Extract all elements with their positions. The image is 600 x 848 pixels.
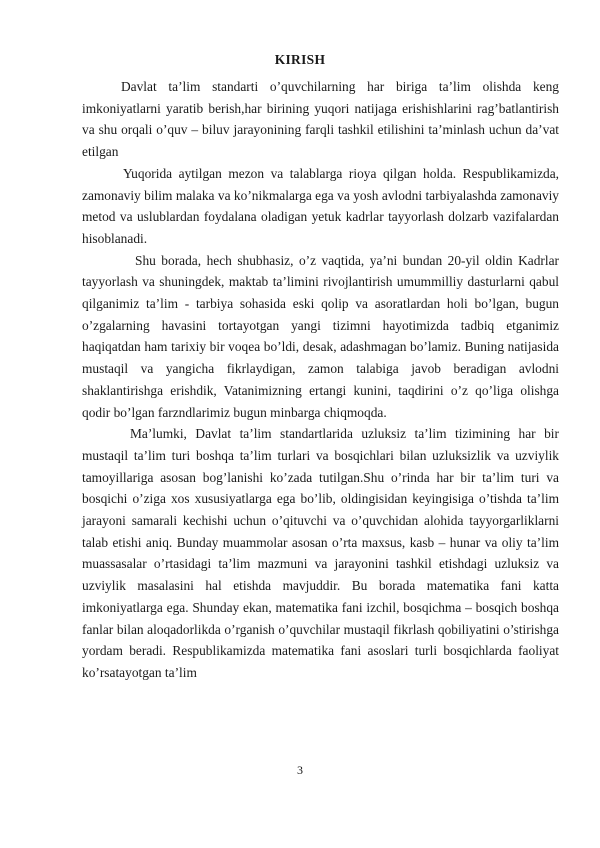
paragraph-2: Yuqorida aytilgan mezon va talablarga rioya qilgan holda. Respublikamizda, zamonaviy bilim malaka va ko’nikmalarga ega va yosh avlodni tarbiyalashda zamonaviy metod va uslublardan foydalana oladigan yetuk kadrlar tayyorlash dolzarb vazifalardan hisoblanadi. <box>82 165 559 246</box>
page-title: KIRISH <box>274 52 326 67</box>
paragraph-1: Davlat ta’lim standarti o’quvchilarning har biriga ta’lim olishda keng imkoniyatlarni yaratib berish,har birining yuqori natijaga erishishlarini rag’batlantirish va shu orqali o’quv – biluv jarayonining farqli tashkil etilishini ta’minlash uchun da’vat etilgan <box>82 79 559 160</box>
page-number: 3 <box>297 763 303 777</box>
paragraph-3: Shu borada, hech shubhasiz, o’z vaqtida, ya’ni bundan 20-yil oldin Kadrlar tayyorlash va shuningdek, maktab ta’limini rivojlantirish umummilliy dasturlarni qabul qilganimiz ta’lim - tarbiya sohasida eski qolip va asoratlardan holi bo’lgan, bugun o’zgalarning havasini tortayotgan yangi tizimni hayotimizda tadbiq etganimiz haqiqatdan ham tarixiy bir voqea bo’ldi, desak, adashmagan bo’lamiz. Buning natijasida mustaqil va yangicha fikrlaydigan, zamon talabiga javob beradigan avlodni shaklantirishga erishdik, Vatanimizning ertangi kunini, taqdirini o’z qo’liga olishga qodir bo’lgan farzndlarimiz bugun minbarga chiqmoqda. <box>82 252 559 420</box>
body-text <box>82 76 559 684</box>
paragraph-4: Ma’lumki, Davlat ta’lim standartlarida uzluksiz ta’lim tizimining har bir mustaqil ta’lim turi boshqa ta’lim turlari va bosqichlari bilan uzluksizlik va uzviylik tamoyillariga asosan bog’lanishi ko’zada tutilgan.Shu o’rinda har bir ta’lim turi va bosqichi o’ziga xos xususiyatlarga ega bo’lib, oldingisidan keyingisiga o’tishda ta’lim jarayoni samarali kechishi uchun o’qituvchi va o’quvchidan alohida tayyorgarliklarni talab etishi aniq. Bunday muammolar asosan o’rta maxsus, kasb – hunar va oliy ta’lim muassasalar o’rtasidagi ta’lim mazmuni va jarayonini tashkil etishdagi uzluksiz va uzviylik masalasini hal etishda mavjuddir. Bu borada matematika fani katta imkoniyatlarga ega. Shunday ekan, matematika fani izchil, bosqichma – bosqich boshqa fanlar bilan aloqadorlikda o’rganish o’quvchilar mustaqil fikrlash qobiliyatini o’stirishga yordam beradi. Respublikamizda matematika fani asoslari turli bosqichlarda faoliyat ko’rsatayotgan ta’lim <box>82 426 559 680</box>
